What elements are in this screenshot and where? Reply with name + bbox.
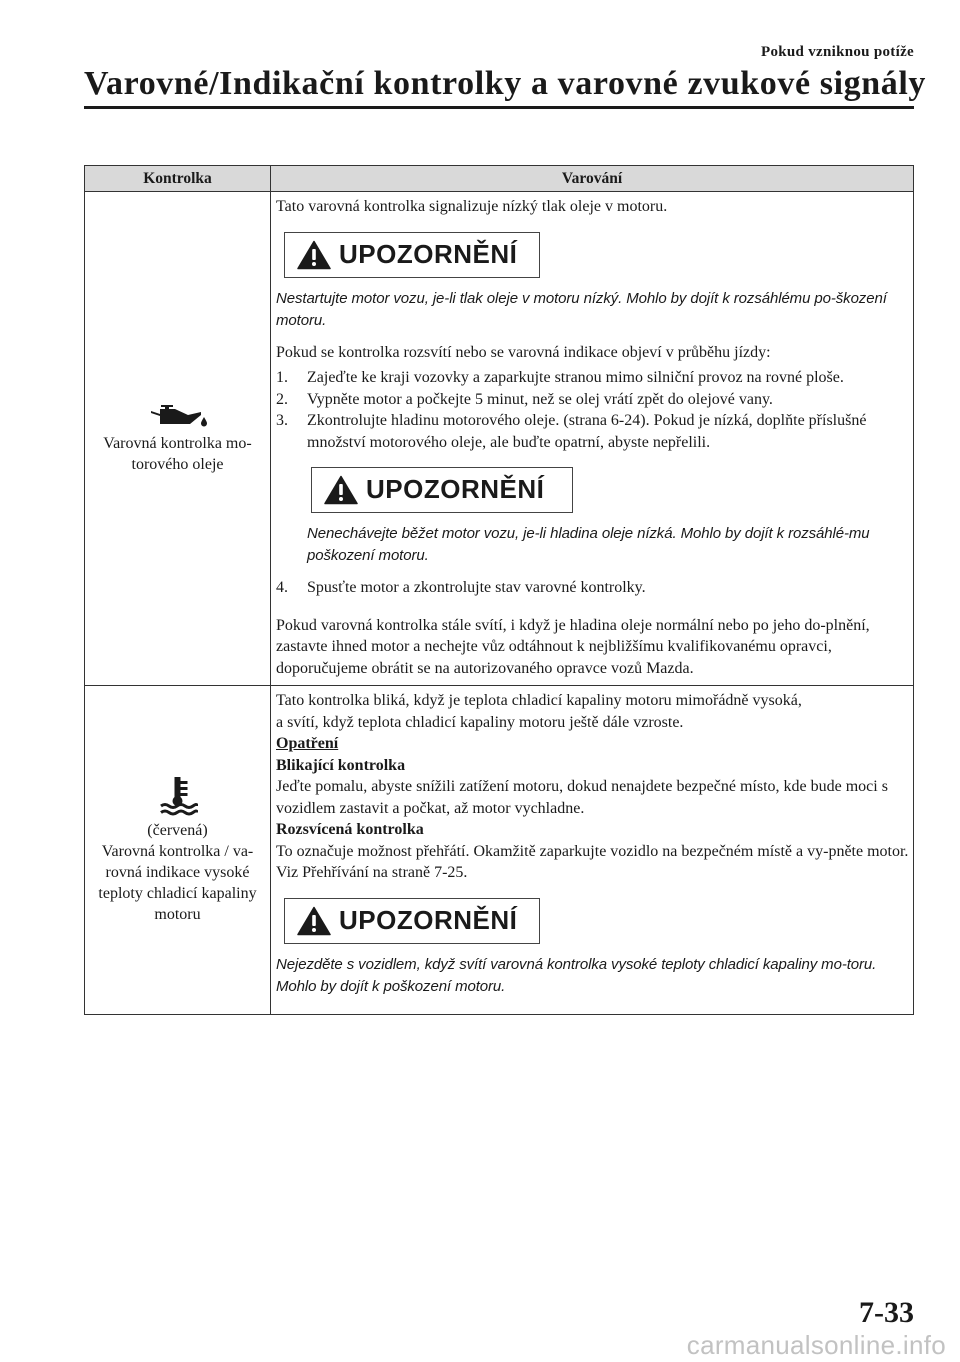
reference-text: Viz Přehřívání na straně 7-25. [276,864,468,881]
step-number: 3. [276,412,288,429]
steps-list [276,367,909,453]
caution-text: Nestartujte motor vozu, je-li tlak oleje v motoru nízký. Mohlo by dojít k rozsáhlému po-škození motoru. [276,289,887,329]
coolant-temperature-warning-icon [158,774,198,816]
header-varovani: Varování [271,166,914,192]
list-item [276,389,909,411]
coolant-color-note: (červená) [147,822,208,840]
caution-box [284,232,540,278]
coolant-warning-cell [85,686,271,1015]
oil-warning-label-line2: torového oleje [131,455,224,473]
coolant-label-line3: rovná indikace vysoké [105,864,250,882]
caution-text: Nejezděte s vozidlem, když svítí varovná kontrolka vysoké teploty chladicí kapaliny mo-toru. Mohlo by dojít k poškození motoru. [276,955,877,995]
warning-triangle-icon [297,906,331,936]
step-text: Zkontrolujte hladinu motorového oleje. (strana 6-24). Pokud je nízká, doplňte příslušné množství motorového oleje, ale buďte opatrní, abyste nepřelili. [307,412,867,451]
step-number: 4. [276,579,288,596]
caution-text: Nenechávejte běžet motor vozu, je-li hladina oleje nízká. Mohlo by dojít k rozsáhlé-mu poškození motoru. [307,525,870,564]
caution-box [311,467,573,513]
oil-warning-cell [85,192,271,686]
table-header-row [85,166,914,192]
header-rule [84,106,914,109]
step-number: 2. [276,390,288,408]
coolant-intro-line1: Tato kontrolka bliká, když je teplota chladicí kapaliny motoru mimořádně vysoká, [276,692,802,709]
list-item [276,410,909,453]
if-lit-text: Pokud se kontrolka rozsvítí nebo se varovná indikace objeví v průběhu jízdy: [276,343,771,361]
warning-triangle-icon [297,240,331,270]
lit-heading: Rozsvícená kontrolka [276,821,424,838]
table-row-coolant-temperature [85,686,914,1015]
list-item [276,577,909,599]
step-text: Spusťte motor a zkontrolujte stav varovné kontrolky. [307,579,646,596]
step-text: Vypněte motor a počkejte 5 minut, než se olej vrátí zpět do olejové vany. [307,390,773,408]
watermark: carmanualsonline.info [686,1330,946,1360]
warning-triangle-icon [324,475,358,505]
coolant-label-line5: motoru [154,906,201,924]
lit-text: To označuje možnost přehřátí. Okamžitě zaparkujte vozidlo na bezpečném místě a vy-pněte motor. [276,842,909,860]
oil-intro-text: Tato varovná kontrolka signalizuje nízký tlak oleje v motoru. [276,198,668,215]
chapter-title: Varovné/Indikační kontrolky a varovné zvukové signály [84,65,926,102]
caution-box [284,898,540,944]
coolant-label-line4: teploty chladicí kapaliny [98,885,257,903]
oil-pressure-warning-icon [148,403,208,429]
caution-label: UPOZORNĚNÍ [339,238,518,269]
section-label: Pokud vzniknou potíže [760,44,914,60]
page-number: 7-33 [859,1296,914,1329]
header-kontrolka: Kontrolka [85,166,271,192]
step-number: 1. [276,369,288,386]
oil-warning-label-line1: Varovná kontrolka mo- [103,434,252,452]
oil-warning-description [271,192,914,686]
steps-list [276,577,909,599]
caution-label: UPOZORNĚNÍ [366,474,545,505]
blink-text: Jeďte pomalu, abyste snížili zatížení motoru, dokud nenajdete bezpečné místo, kde bude moci s vozidlem zastavit a počkat, až motor vychladne. [276,778,888,817]
table-row-oil-pressure [85,192,914,686]
closing-text: Pokud varovná kontrolka stále svítí, i když je hladina oleje normální nebo po jeho do-plnění, zastavte ihned motor a nechejte vůz odtáhnout k nejbližšímu kvalifikovanému opravci, doporučujeme obrátit se na autorizovaného opravce vozů Mazda. [276,616,870,677]
coolant-label-line2: Varovná kontrolka / va- [101,843,254,861]
warning-lights-table [84,165,914,1015]
blink-heading: Blikající kontrolka [276,756,406,774]
list-item [276,367,909,389]
caution-label: UPOZORNĚNÍ [339,904,518,935]
step-text: Zajeďte ke kraji vozovky a zaparkujte stranou mimo silniční provoz na rovné ploše. [307,369,844,386]
coolant-intro-line2: a svítí, když teplota chladicí kapaliny motoru ještě dále vzroste. [276,713,684,731]
action-heading: Opatření [276,735,339,752]
coolant-warning-description [271,686,914,1015]
